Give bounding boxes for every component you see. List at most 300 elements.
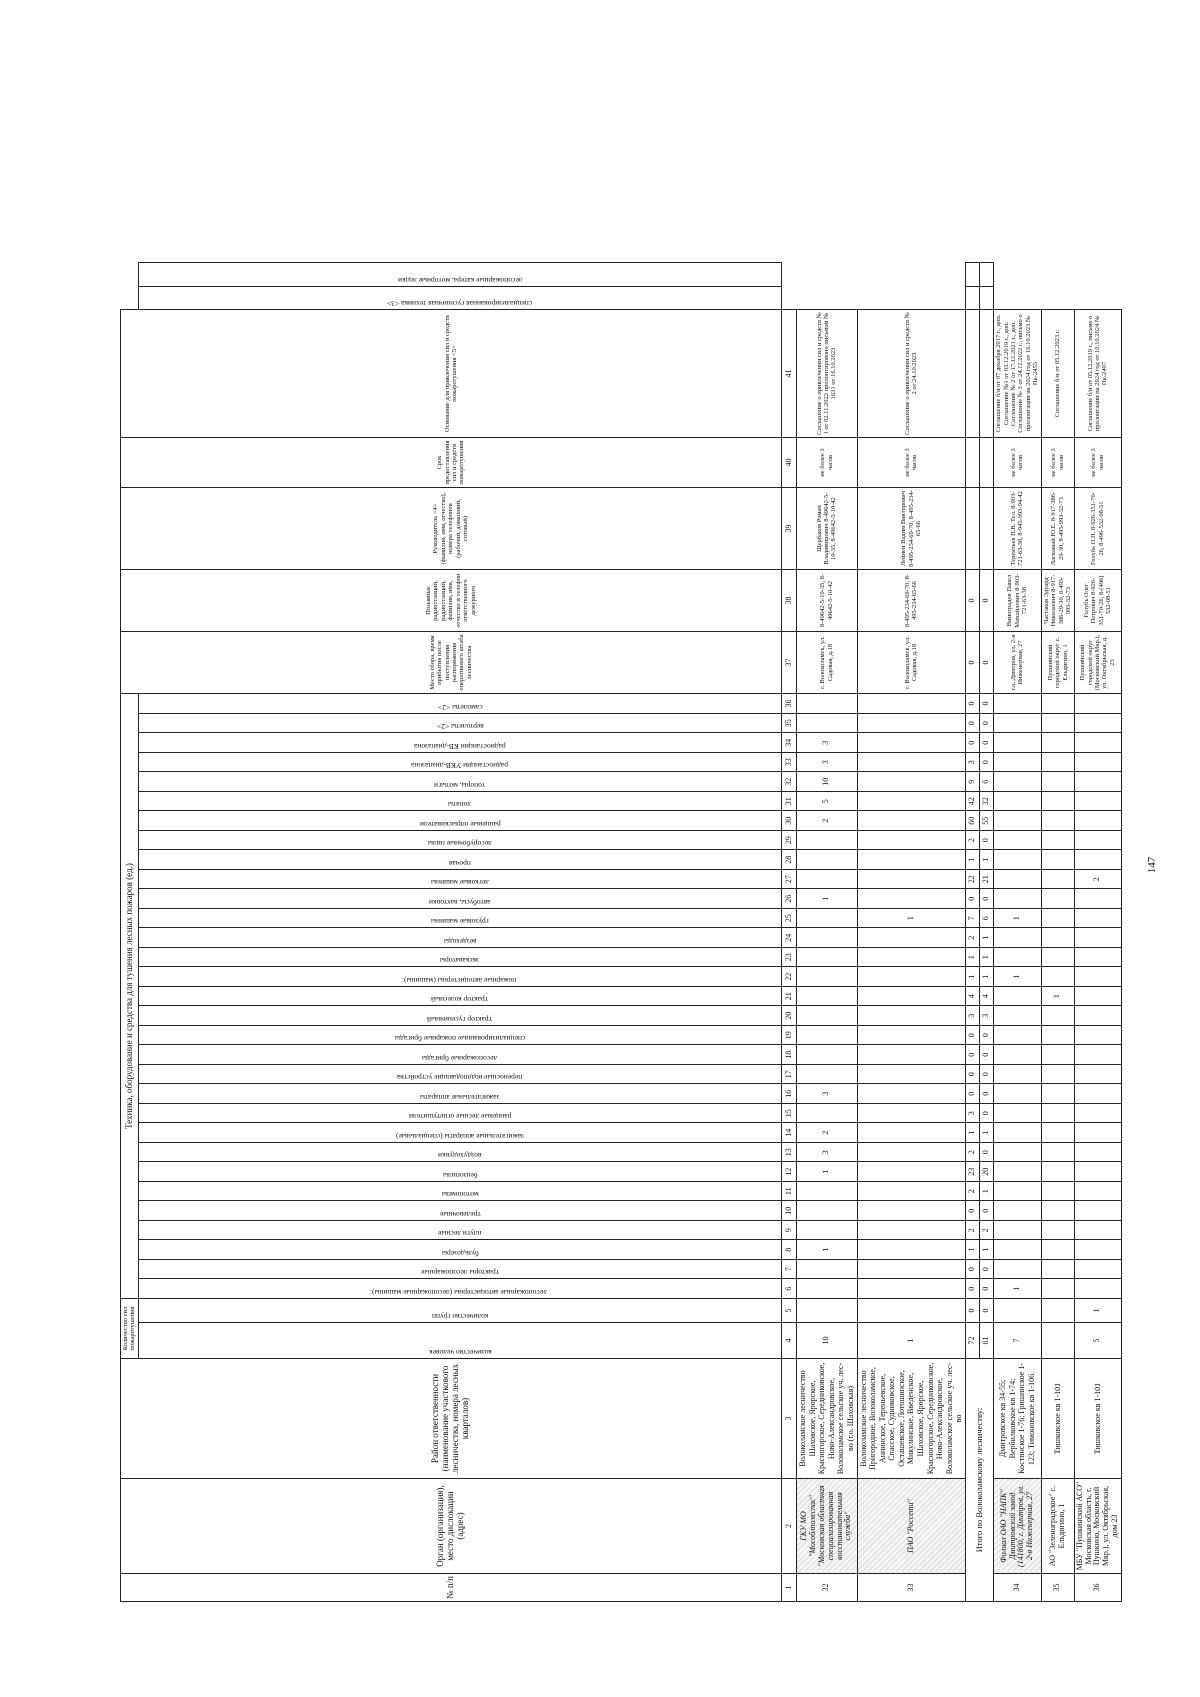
row-value bbox=[994, 1084, 1042, 1104]
row-value bbox=[1074, 1026, 1121, 1046]
row-area: Тишковское кв 1-101 bbox=[1041, 1359, 1074, 1479]
header-org: Орган (организация), место дислокации (адрес) bbox=[121, 1479, 782, 1574]
total-value: 1 bbox=[980, 948, 994, 968]
subheader-label: легковые машины bbox=[431, 878, 489, 888]
row-value bbox=[1041, 1279, 1074, 1299]
row-value bbox=[1074, 694, 1121, 714]
row-value bbox=[1074, 1260, 1121, 1280]
total-value: 2 bbox=[980, 1221, 994, 1241]
column-number: 27 bbox=[781, 870, 796, 890]
row-value bbox=[994, 792, 1042, 812]
row-value bbox=[1074, 850, 1121, 870]
row-value bbox=[857, 1123, 966, 1143]
row-posts: 8-495-234-69-70, 8-495-234-65-66 bbox=[857, 570, 966, 632]
subheader-label: зажигательные аппараты (специальные) bbox=[395, 1132, 524, 1141]
row-value bbox=[994, 1260, 1042, 1280]
total-value: 6 bbox=[980, 772, 994, 792]
column-number: 21 bbox=[781, 987, 796, 1007]
row-posts: Голубь Олег Петрович 8-926-351-70-26, 8-(496) 532-08-51 bbox=[1074, 570, 1121, 632]
subheader-label: трактор гусеничный bbox=[427, 1015, 493, 1024]
total-value: 61 bbox=[980, 1323, 994, 1359]
row-value bbox=[796, 850, 857, 870]
row-value: 2 bbox=[796, 811, 857, 831]
row-value bbox=[857, 850, 966, 870]
subheader-label: пожарные автоцистерны (машины) bbox=[403, 976, 517, 985]
row-value bbox=[1074, 1182, 1121, 1202]
table-row bbox=[1074, 263, 1121, 1602]
row-value bbox=[994, 1299, 1042, 1323]
row-value: 1 bbox=[796, 1162, 857, 1182]
row-value bbox=[857, 870, 966, 890]
column-number: 14 bbox=[781, 1123, 796, 1143]
column-number: 35 bbox=[781, 714, 796, 734]
row-value: 1 bbox=[796, 889, 857, 909]
subheader-label: лесопожарные бригады bbox=[422, 1054, 498, 1063]
row-value bbox=[994, 1026, 1042, 1046]
subheader-label: плуги лесные bbox=[438, 1229, 482, 1239]
row-value bbox=[1074, 733, 1121, 753]
total-value: 3 bbox=[966, 753, 980, 773]
row-value bbox=[857, 1006, 966, 1026]
row-value bbox=[1041, 928, 1074, 948]
row-value bbox=[994, 1045, 1042, 1065]
total-value: 0 bbox=[966, 1279, 980, 1299]
row-value bbox=[994, 1182, 1042, 1202]
row-basis: Соглашение б/н от 05.12.2019 г., письмо о пролонгации на 2024 год от 10.10.2024 № Пк-2407 bbox=[1074, 310, 1121, 438]
column-number: 1 bbox=[781, 1574, 796, 1602]
header-posts: Позывные радиостанций, радиостанций, фамилия, имя, отчество и телефон ответственного дежурного bbox=[121, 570, 782, 632]
row-value bbox=[1041, 1065, 1074, 1085]
column-number: 10 bbox=[781, 1201, 796, 1221]
row-value bbox=[1074, 928, 1121, 948]
row-value bbox=[1041, 1123, 1074, 1143]
row-value bbox=[1074, 967, 1121, 987]
total-value: 0 bbox=[980, 1045, 994, 1065]
row-value bbox=[857, 792, 966, 812]
row-place: Пушкинский городской округ с. Ельдигино, 1 bbox=[1041, 632, 1074, 694]
subheader-label: трелевочные bbox=[439, 1210, 481, 1219]
total-value: 4 bbox=[980, 987, 994, 1007]
row-value: 1 bbox=[1041, 987, 1074, 1007]
subheader-label: радиостанции УКВ-диапазона bbox=[411, 761, 509, 771]
row-value bbox=[994, 987, 1042, 1007]
header-equipment-group: Техника, оборудование и средства для тушения лесных пожаров (ед.) bbox=[121, 694, 139, 1299]
total-value: 0 bbox=[980, 714, 994, 734]
column-number: 18 bbox=[781, 1045, 796, 1065]
row-value bbox=[1074, 714, 1121, 734]
row-value bbox=[796, 1299, 857, 1323]
total-value: 0 bbox=[966, 889, 980, 909]
row-value bbox=[796, 1201, 857, 1221]
row-value: 10 bbox=[796, 1323, 857, 1359]
row-value bbox=[796, 831, 857, 851]
column-number: 25 bbox=[781, 909, 796, 929]
row-posts: Частаков Эдуард Николаевич 8-917-386-29-30, 8-495-993-32-73 bbox=[1041, 570, 1074, 632]
total-value: 0 bbox=[980, 1084, 994, 1104]
total-value: 0 bbox=[980, 1026, 994, 1046]
column-number: 32 bbox=[781, 772, 796, 792]
total-value: 4 bbox=[966, 987, 980, 1007]
total-label: Итого по Волоколамскому лесничеству: bbox=[966, 1359, 994, 1602]
total-value: 0 bbox=[966, 1084, 980, 1104]
row-value bbox=[857, 1201, 966, 1221]
row-value bbox=[796, 1279, 857, 1299]
total-value: 1 bbox=[966, 850, 980, 870]
row-value bbox=[857, 1104, 966, 1124]
row-posts: 8-49642-5-10-35, 8-49642-5-10-42 bbox=[796, 570, 857, 632]
row-area: Волоколамское лесничество Пригородное, Волоколамское, Аннинское, Тереньевское, Спасское, Судниковское, Осташевское, Лотошинское, Микулинское, Введенское, Шаховское, Ярорское, Красногорское, Середниковское, Ново-Александровское, Волоколамское сельское уч. лес-во bbox=[857, 1359, 966, 1479]
row-org: АО "Зеленоградское" с. Ельдигино, 1 bbox=[1041, 1479, 1074, 1574]
subheader-label: количество человек bbox=[428, 1348, 492, 1357]
row-value bbox=[1041, 1201, 1074, 1221]
subheader-label: трактор колесный bbox=[431, 995, 489, 1005]
row-value: 2 bbox=[1074, 870, 1121, 890]
row-value bbox=[994, 1143, 1042, 1163]
row-value bbox=[1074, 1279, 1121, 1299]
total-empty bbox=[980, 438, 994, 488]
row-value: 1 bbox=[1074, 1299, 1121, 1323]
column-number: 20 bbox=[781, 1006, 796, 1026]
row-value bbox=[857, 733, 966, 753]
row-value bbox=[994, 1104, 1042, 1124]
column-number: 9 bbox=[781, 1221, 796, 1241]
row-place: Пушкинский городской округ (Московский Мкр.), ул. Октябрьская, д. 23 bbox=[1074, 632, 1121, 694]
subheader-label: ранцевые опрыскиватели bbox=[419, 820, 501, 829]
row-value: 5 bbox=[796, 792, 857, 812]
row-area: Тишковское кв 1-101 bbox=[1074, 1359, 1121, 1479]
subheader-col-10 bbox=[138, 1201, 781, 1221]
row-value: 5 bbox=[1074, 1323, 1121, 1359]
row-value bbox=[1074, 792, 1121, 812]
total-value: 0 bbox=[980, 1201, 994, 1221]
row-value bbox=[994, 1162, 1042, 1182]
row-value bbox=[1074, 772, 1121, 792]
subheader-label: грузовые машины bbox=[431, 917, 489, 927]
row-head: Лейнеи Вадим Викторович 8-495-234-69-70, 8-495-234-65-66 bbox=[857, 488, 966, 570]
row-value bbox=[796, 714, 857, 734]
row-value: 1 bbox=[994, 909, 1042, 929]
subheader-label: тракторы лесопожарные bbox=[420, 1268, 500, 1278]
subheader-label: самолеты <2> bbox=[437, 703, 483, 712]
column-number: 15 bbox=[781, 1104, 796, 1124]
row-value bbox=[857, 967, 966, 987]
header-place: Место сбора, время прибытия после поступления распоряжения оперативного штаба лесничества bbox=[121, 632, 782, 694]
subheader-col-23 bbox=[138, 948, 781, 968]
subheader-col-30 bbox=[138, 811, 781, 831]
row-number: 36 bbox=[1074, 1574, 1121, 1602]
total-value: 2 bbox=[966, 1182, 980, 1202]
subheader-col-25 bbox=[138, 909, 781, 929]
subheader-col-6 bbox=[138, 1279, 781, 1299]
total-value: 1 bbox=[966, 1123, 980, 1143]
row-head: Голубь О.П. 8-926-351-70-26, 8-496-532-08-51 bbox=[1074, 488, 1121, 570]
subheader-label: специализированные пожарные бригады bbox=[394, 1034, 526, 1044]
header-term: Срок предоставления сил и средств пожаротушения bbox=[121, 438, 782, 488]
total-value: 1 bbox=[980, 928, 994, 948]
row-org: ГКУ МО "Мособлпожспас" "Московская областная специализированная восстановительная служба" bbox=[796, 1479, 857, 1574]
page-number: 147 bbox=[1146, 856, 1158, 874]
row-value bbox=[857, 1065, 966, 1085]
total-value: 0 bbox=[980, 570, 994, 632]
forces-table bbox=[120, 262, 1122, 1602]
subheader-label: зажигательные аппараты bbox=[420, 1093, 500, 1102]
subheader-label: лесопожарные катера, моторные лодки bbox=[397, 275, 523, 285]
row-term: не более 3 часов bbox=[857, 438, 966, 488]
row-value bbox=[1041, 870, 1074, 890]
column-number-row bbox=[781, 263, 796, 1602]
row-value bbox=[796, 1260, 857, 1280]
subheader-label: лесопожарные автоцистерны (лесопожарные машины) bbox=[372, 1288, 548, 1297]
row-value bbox=[857, 694, 966, 714]
total-value: 0 bbox=[980, 733, 994, 753]
subheader-label: экскаваторы bbox=[440, 956, 480, 966]
row-value bbox=[1074, 1240, 1121, 1260]
row-value bbox=[1041, 831, 1074, 851]
column-number: 26 bbox=[781, 889, 796, 909]
column-number: 4 bbox=[781, 1323, 796, 1359]
subheader-col-35 bbox=[138, 714, 781, 734]
subheader-col-31 bbox=[138, 792, 781, 812]
subheader-label: радиостанции КВ-диапазона bbox=[414, 742, 506, 751]
subheader-col-13 bbox=[138, 1143, 781, 1163]
total-value: 0 bbox=[966, 694, 980, 714]
column-number: 29 bbox=[781, 831, 796, 851]
row-value bbox=[857, 753, 966, 773]
subheader-col-4 bbox=[138, 1323, 781, 1359]
row-area: Волоколамское лесничество Шаховское, Ярорское, Красногорское, Середниковское, Ново-Александровское, Волоколамское сельское уч. лес-во (г.о. Шаховская) bbox=[796, 1359, 857, 1479]
header-num: № п/п bbox=[121, 1574, 782, 1602]
total-value: 0 bbox=[980, 1104, 994, 1124]
subheader-col-5 bbox=[138, 1299, 781, 1323]
row-value bbox=[1041, 1006, 1074, 1026]
total-value: 1 bbox=[980, 1123, 994, 1143]
row-value bbox=[1041, 1045, 1074, 1065]
row-value bbox=[857, 1045, 966, 1065]
total-value: 0 bbox=[980, 694, 994, 714]
column-number: 2 bbox=[781, 1479, 796, 1574]
row-number: 32 bbox=[796, 1574, 857, 1602]
table-row bbox=[796, 263, 857, 1602]
total-value: 1 bbox=[966, 948, 980, 968]
subheader-label: автобусы, вахтовки bbox=[429, 898, 491, 907]
row-value bbox=[994, 870, 1042, 890]
total-value: 32 bbox=[980, 792, 994, 812]
column-number: 34 bbox=[781, 733, 796, 753]
total-value: 2 bbox=[966, 831, 980, 851]
row-value: 1 bbox=[994, 1279, 1042, 1299]
subheader-col-9 bbox=[138, 1221, 781, 1241]
total-value: 0 bbox=[980, 889, 994, 909]
column-number: 12 bbox=[781, 1162, 796, 1182]
row-value bbox=[857, 1084, 966, 1104]
row-value bbox=[857, 1026, 966, 1046]
column-number: 30 bbox=[781, 811, 796, 831]
column-number: 36 bbox=[781, 694, 796, 714]
subheader-col-26 bbox=[138, 889, 781, 909]
total-value: 21 bbox=[980, 870, 994, 890]
total-value: 1 bbox=[980, 967, 994, 987]
total-value: 1 bbox=[966, 1240, 980, 1260]
row-value bbox=[1041, 1104, 1074, 1124]
row-value bbox=[994, 1006, 1042, 1026]
total-row bbox=[966, 263, 980, 1602]
row-value bbox=[1041, 733, 1074, 753]
column-number: 3 bbox=[781, 1359, 796, 1479]
row-value: 3 bbox=[796, 753, 857, 773]
subheader-col-29 bbox=[138, 831, 781, 851]
row-number: 34 bbox=[994, 1574, 1042, 1602]
subheader-col-27 bbox=[138, 870, 781, 890]
column-number: 38 bbox=[781, 570, 796, 632]
subheader-label: мотопомпы bbox=[441, 1190, 479, 1200]
row-value bbox=[857, 1279, 966, 1299]
row-value bbox=[857, 1143, 966, 1163]
total-value: 6 bbox=[980, 909, 994, 929]
header-area: Район ответственности (наименование участкового лесничества, номера лесных кварталов) bbox=[121, 1359, 782, 1479]
row-value: 7 bbox=[994, 1323, 1042, 1359]
row-value bbox=[1074, 1143, 1121, 1163]
subheader-col-38 bbox=[138, 263, 781, 287]
column-number: 23 bbox=[781, 948, 796, 968]
total-value: 0 bbox=[966, 570, 980, 632]
rotated-table-wrapper bbox=[120, 262, 1119, 1602]
column-number: 40 bbox=[781, 438, 796, 488]
row-value bbox=[1041, 948, 1074, 968]
row-posts: Виноградов Павел Михайлович 8-903-721-63-38 bbox=[994, 570, 1042, 632]
subheader-col-15 bbox=[138, 1104, 781, 1124]
column-number: 6 bbox=[781, 1279, 796, 1299]
row-value bbox=[796, 1026, 857, 1046]
total-value: 1 bbox=[980, 850, 994, 870]
row-basis: Соглашение б/н от 05.12.2023 г. bbox=[1041, 310, 1074, 438]
subheader-label: вертолеты <2> bbox=[436, 722, 484, 732]
column-number: 24 bbox=[781, 928, 796, 948]
row-value bbox=[994, 1123, 1042, 1143]
total-value: 22 bbox=[966, 870, 980, 890]
row-value bbox=[857, 889, 966, 909]
total-value: 0 bbox=[966, 1065, 980, 1085]
row-value bbox=[1074, 987, 1121, 1007]
row-value: 3 bbox=[796, 1084, 857, 1104]
subheader-col-21 bbox=[138, 987, 781, 1007]
subheader-label: вездеходы bbox=[443, 937, 477, 946]
row-value bbox=[994, 733, 1042, 753]
subheader-col-17 bbox=[138, 1065, 781, 1085]
column-number: 19 bbox=[781, 1026, 796, 1046]
row-value bbox=[1074, 1045, 1121, 1065]
row-value bbox=[1041, 967, 1074, 987]
row-value bbox=[796, 909, 857, 929]
row-value bbox=[1074, 1123, 1121, 1143]
row-value bbox=[857, 811, 966, 831]
row-value bbox=[796, 987, 857, 1007]
column-number: 28 bbox=[781, 850, 796, 870]
row-value bbox=[1041, 714, 1074, 734]
column-number: 33 bbox=[781, 753, 796, 773]
subheader-col-36 bbox=[138, 694, 781, 714]
total-value: 3 bbox=[980, 1006, 994, 1026]
total-value: 60 bbox=[966, 811, 980, 831]
row-value bbox=[1041, 889, 1074, 909]
row-value bbox=[857, 948, 966, 968]
subheader-col-22 bbox=[138, 967, 781, 987]
row-value bbox=[1074, 1201, 1121, 1221]
total-value: 72 bbox=[966, 1323, 980, 1359]
row-value bbox=[796, 1104, 857, 1124]
row-value bbox=[1041, 1260, 1074, 1280]
row-value bbox=[1074, 831, 1121, 851]
total-value: 7 bbox=[966, 909, 980, 929]
total-value: 0 bbox=[980, 632, 994, 694]
row-term: не более 3 часов bbox=[796, 438, 857, 488]
subheader-col-18 bbox=[138, 1045, 781, 1065]
header-basis: Основание для привлечения сил и средств пожаротушения <5> bbox=[121, 310, 782, 438]
subheader-label: переносные водоподающие устройства bbox=[397, 1073, 523, 1083]
row-value bbox=[857, 772, 966, 792]
total-value: 0 bbox=[966, 714, 980, 734]
total-value: 23 bbox=[966, 1162, 980, 1182]
row-value bbox=[1074, 753, 1121, 773]
row-place: г. Волоколамск, ул. Садовая, д.18 bbox=[796, 632, 857, 694]
row-value bbox=[1041, 1240, 1074, 1260]
total-value: 0 bbox=[980, 753, 994, 773]
subheader-label: лопаты bbox=[448, 800, 472, 810]
row-value bbox=[1041, 850, 1074, 870]
row-value bbox=[1074, 1006, 1121, 1026]
row-value bbox=[1041, 694, 1074, 714]
subheader-col-7 bbox=[138, 1260, 781, 1280]
subheader-label: топоры, мотыги bbox=[434, 781, 486, 790]
subheader-col-14 bbox=[138, 1123, 781, 1143]
column-number: 37 bbox=[781, 632, 796, 694]
row-value bbox=[1074, 1065, 1121, 1085]
row-value bbox=[857, 1240, 966, 1260]
total-value: 2 bbox=[966, 928, 980, 948]
row-value bbox=[1074, 948, 1121, 968]
row-value bbox=[1041, 1162, 1074, 1182]
total-value: 0 bbox=[980, 831, 994, 851]
row-value: 3 bbox=[796, 1143, 857, 1163]
row-value bbox=[1041, 811, 1074, 831]
row-value bbox=[796, 694, 857, 714]
row-value bbox=[1074, 889, 1121, 909]
row-value bbox=[857, 928, 966, 948]
rotated-table bbox=[120, 262, 1119, 1602]
row-value bbox=[796, 1065, 857, 1085]
row-value bbox=[857, 714, 966, 734]
row-value bbox=[1074, 1162, 1121, 1182]
row-value: 1 bbox=[857, 1323, 966, 1359]
total-value: 0 bbox=[980, 1143, 994, 1163]
row-value bbox=[994, 831, 1042, 851]
column-number: 8 bbox=[781, 1240, 796, 1260]
total-empty bbox=[966, 488, 980, 570]
total-value: 0 bbox=[966, 632, 980, 694]
subheader-label: количество групп bbox=[431, 1312, 489, 1321]
row-value bbox=[994, 811, 1042, 831]
column-number: 13 bbox=[781, 1143, 796, 1163]
row-value bbox=[994, 714, 1042, 734]
row-value bbox=[994, 1065, 1042, 1085]
subheader-label: специализированная гусеничная техника <3> bbox=[387, 299, 533, 309]
subheader-col-32 bbox=[138, 772, 781, 792]
row-value bbox=[994, 1240, 1042, 1260]
total-value: 0 bbox=[966, 1260, 980, 1280]
row-value bbox=[1074, 1104, 1121, 1124]
row-term: не более 3 часов bbox=[1041, 438, 1074, 488]
row-value bbox=[1041, 1182, 1074, 1202]
subheader-col-19 bbox=[138, 1026, 781, 1046]
